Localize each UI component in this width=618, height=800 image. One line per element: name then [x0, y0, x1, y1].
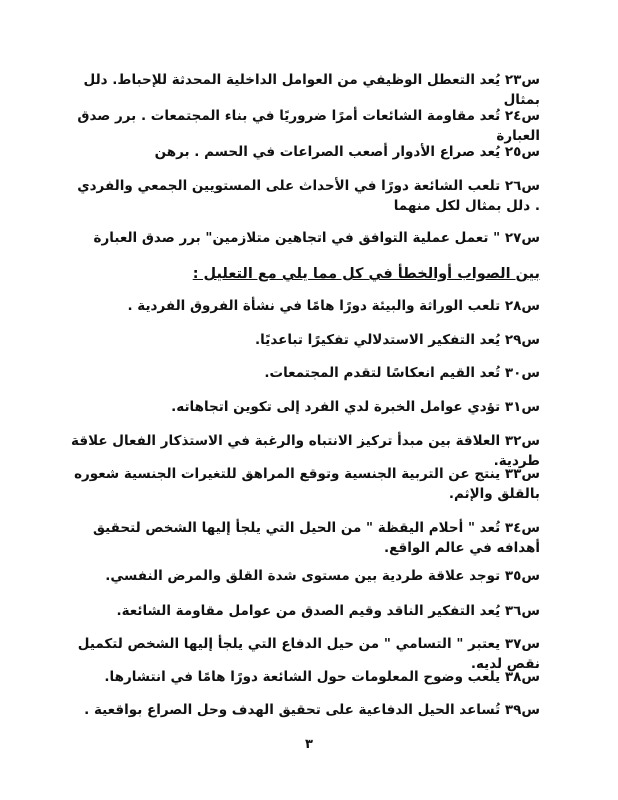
question-25: س٢٥ يُعد صراع الأدوار أصعب الصراعات في الحسم . برهن — [154, 144, 540, 160]
question-37: س٣٧ يعتبر " التسامي " من حيل الدفاع التي يلجأ إليها الشخص لتكميل نقص لديه. — [77, 636, 540, 672]
section-heading: بين الصواب أوالخطأ في كل مما يلي مع التعليل : — [192, 266, 540, 282]
question-24: س٢٤ تُعد مقاومة الشائعات أمرًا ضروريًا في بناء المجتمعات . برر صدق العبارة — [77, 108, 540, 144]
question-26: س٢٦ تلعب الشائعة دورًا في الأحداث على المستويين الجمعي والفردي . دلل بمثال لكل منهما — [77, 178, 540, 214]
question-29: س٢٩ يُعد التفكير الاستدلالي تفكيرًا تباعديًا. — [255, 332, 540, 348]
question-31: س٣١ تؤدي عوامل الخبرة لدي الفرد إلى تكوين اتجاهاته. — [171, 399, 540, 415]
question-39: س٣٩ تُساعد الحيل الدفاعية على تحقيق الهدف وحل الصراع بواقعية . — [84, 702, 540, 718]
question-27: س٢٧ " تعمل عملية التوافق في اتجاهين متلازمين" برر صدق العبارة — [93, 230, 540, 246]
question-38: س٣٨ يلعب وضوح المعلومات حول الشائعة دورًا هامًا في انتشارها. — [104, 669, 540, 685]
question-28: س٢٨ تلعب الوراثة والبيئة دورًا هامًا في نشأة الفروق الفردية . — [127, 298, 540, 314]
question-36: س٣٦ يُعد التفكير الناقد وقيم الصدق من عوامل مقاومة الشائعة. — [116, 603, 540, 619]
question-23: س٢٣ يُعد التعطل الوظيفي من العوامل الداخلية المحدثة للإحباط. دلل بمثال — [83, 72, 540, 108]
page-number: ٣ — [305, 737, 313, 752]
question-33: س٣٣ ينتج عن التربية الجنسية وتوقع المراهق للتغيرات الجنسية شعوره بالقلق والإثم. — [74, 466, 540, 502]
question-35: س٣٥ توجد علاقة طردية بين مستوى شدة القلق والمرض النفسي. — [105, 568, 540, 584]
question-30: س٣٠ تُعد القيم انعكاسًا لتقدم المجتمعات. — [264, 365, 540, 381]
question-32: س٣٢ العلاقة بين مبدأ تركيز الانتباه والرغبة في الاستذكار الفعال علاقة طردية. — [71, 433, 540, 469]
question-34: س٣٤ تُعد " أحلام اليقظة " من الحيل التي يلجأ إليها الشخص لتحقيق أهدافه في عالم الواقع. — [92, 520, 540, 556]
